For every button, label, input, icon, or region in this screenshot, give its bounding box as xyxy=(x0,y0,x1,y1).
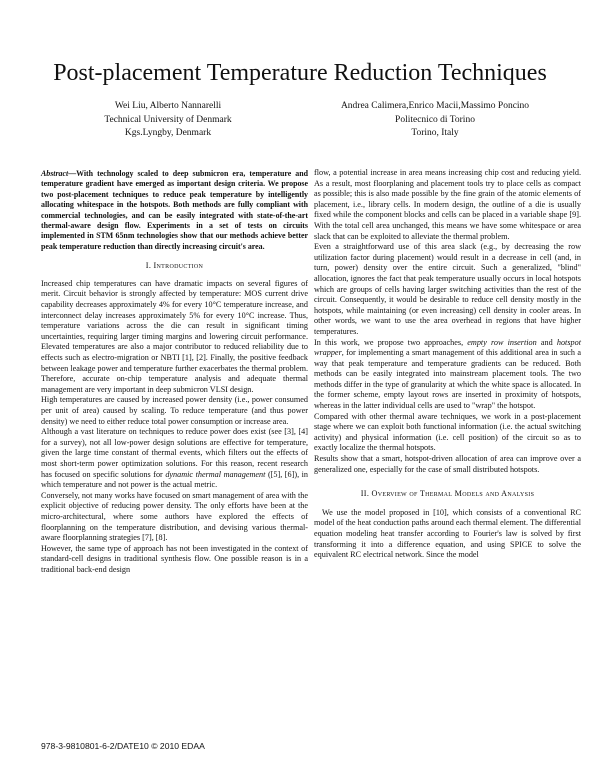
paragraph xyxy=(41,427,308,491)
paragraph-text: Although a vast literature on techniques to reduce power does exist (see [3], [4] for a survey), not all low-power design solutions are effective for temperature, given the large time constant of thermal events, which filters out the effects of most short-term power optimization solutions. For this reason, recent research has focused on specific solutions for xyxy=(41,427,308,479)
paragraph: flow, a potential increase in area means increasing chip cost and reducing yield. As a result, most floorplaning and placement tools try to place cells as compact as possible; this is also made possible by the fine grain of the atomic elements of placement, i.e., library cells. In modern design, the outline of a die is usually fixed while the component blocks and cells can be placed in a variable shape [9]. With the total cell area unchanged, this means we have some whitespace or area slack that can be exploited to alleviate the thermal problem. xyxy=(314,168,581,241)
section-heading-introduction: I. Introduction xyxy=(145,261,204,271)
paragraph: Conversely, not many works have focused on smart management of area with the explicit objective of reducing power density. The only efforts have been at the micro-architectural, where some authors have explored the effects of floorplanning on the temperature distribution, and devising various thermal-aware floorplanning strategies [7], [8]. xyxy=(41,490,308,543)
emphasis-text: empty row insertion xyxy=(467,337,537,347)
paragraph-text: , for implementing a smart management of this additional area in such a way that peak temperature and temperature gradients can be reduced. Both methods can be easily integrated into mainstream placement tools. The two methods differ in the type of granularity at which the white space is allocated. In the former scheme, empty layout rows are inserted in proximity of hotspots, whereas in the latter individual cells are used to "wrap" the hotspot. xyxy=(314,348,581,411)
paragraph-text: and xyxy=(536,337,557,347)
author-location: Torino, Italy xyxy=(411,128,459,138)
paragraph: Results show that a smart, hotspot-driven allocation of area can improve over a generalized one, especially for the case of small distributed hotspots. xyxy=(314,454,581,474)
paragraph: Compared with other thermal aware techniques, we work in a post-placement stage where we can exploit both functional information (i.e. the actual switching activity) and physical information (i.e. cell position) of the circuit so as to exactly localize the thermal hotspots. xyxy=(314,411,581,453)
author-affiliation: Technical University of Denmark xyxy=(104,114,232,125)
paragraph xyxy=(314,338,581,412)
author-affiliation: Politecnico di Torino xyxy=(395,114,475,125)
abstract xyxy=(41,169,308,252)
paragraph-text: ([5], [6]), in which temperature and not power is the actual metric. xyxy=(41,469,309,490)
paper-title: Post-placement Temperature Reduction Techniques xyxy=(53,60,547,86)
copyright-footer: 978-3-9810801-6-2/DATE10 © 2010 EDAA xyxy=(41,741,205,751)
author-names: Wei Liu, Alberto Nannarelli xyxy=(114,101,222,111)
left-column xyxy=(41,169,308,575)
emphasis-text: dynamic thermal management xyxy=(165,469,266,479)
paragraph: Increased chip temperatures can have dramatic impacts on several figures of merit. Circuit behavior is strongly affected by temperature: MOS current drive capability decreases approximately 4% for every 10°C temperature increase, and interconnect delay increases approximately 5% for every 10°C increase. Thus, temperature variations across the die can result in significant timing uncertainties, requiring larger timing margins and lowering circuit performance. Elevated temperatures are also a major contributor to reduced reliability due to effects such as electro-migration or NBTI [1], [2]. Finally, the positive feedback between leakage power and temperature further exacerbates the thermal problem. Therefore, accurate on-chip temperature analysis and adequate thermal management are very important in deep submicron VLSI design. xyxy=(41,278,308,394)
emphasis-text: hotspot wrapper xyxy=(314,337,581,358)
author-block-1 xyxy=(53,100,283,141)
section-heading-thermal-models: II. Overview of Thermal Models and Analysis xyxy=(360,489,535,499)
author-location: Kgs.Lyngby, Denmark xyxy=(124,128,212,138)
paragraph: However, the same type of approach has not been investigated in the context of standard-cell designs in traditional synthesis flow. One possible reason is in a traditional back-end design xyxy=(41,543,308,574)
paragraph: High temperatures are caused by increased power density (i.e., power consumed per unit of area) caused by scaling. To reduce temperature (and thus power density) we need to either reduce total power consumption or increase area. xyxy=(41,395,308,426)
abstract-lead: Abstract xyxy=(41,169,69,178)
author-names: Andrea Calimera,Enrico Macii,Massimo Poncino xyxy=(340,101,530,111)
abstract-text: —With technology scaled to deep submicron era, temperature and temperature gradient have emerged as important design criteria. We propose two post-placement techniques to reduce peak temperature by intelligently allocating whitespace in the hotspots. Both methods are fully compliant with commercial technologies, and can be easily integrated with state-of-the-art thermal-aware design flow. Experiments in a set of tests on circuits implemented in STM 65nm technologies show that our methods achieve better peak temperature reduction than directly increasing circuit's area. xyxy=(41,169,308,251)
right-column xyxy=(314,168,581,561)
paragraph-text: In this work, we propose two approaches, xyxy=(314,337,468,347)
author-block-2 xyxy=(320,100,550,141)
paragraph: We use the model proposed in [10], which consists of a conventional RC model of the heat conduction paths around each thermal element. The differential equation modeling heat transfer according to Fourier's law is solved by first transforming it into a difference equation, and using SPICE to solve the equivalent RC electrical network. Since the model xyxy=(314,507,581,560)
paragraph: Even a straightforward use of this area slack (e.g., by decreasing the row utilization factor during placement) would result in a decrease in cell (and, in turn, power) density over the entire circuit. Such a generalized, "blind" allocation, ignores the fact that peak temperature usually occurs in local hotspots which are groups of cells having larger switching activities than the rest of the circuit. Consequently, it would be desirable to reduce cell density mostly in the hotspots, while maintaining (or even increasing) cell density in cooler areas. In other words, we want to use the area overhead in regions that have higher temperatures. xyxy=(314,242,581,336)
